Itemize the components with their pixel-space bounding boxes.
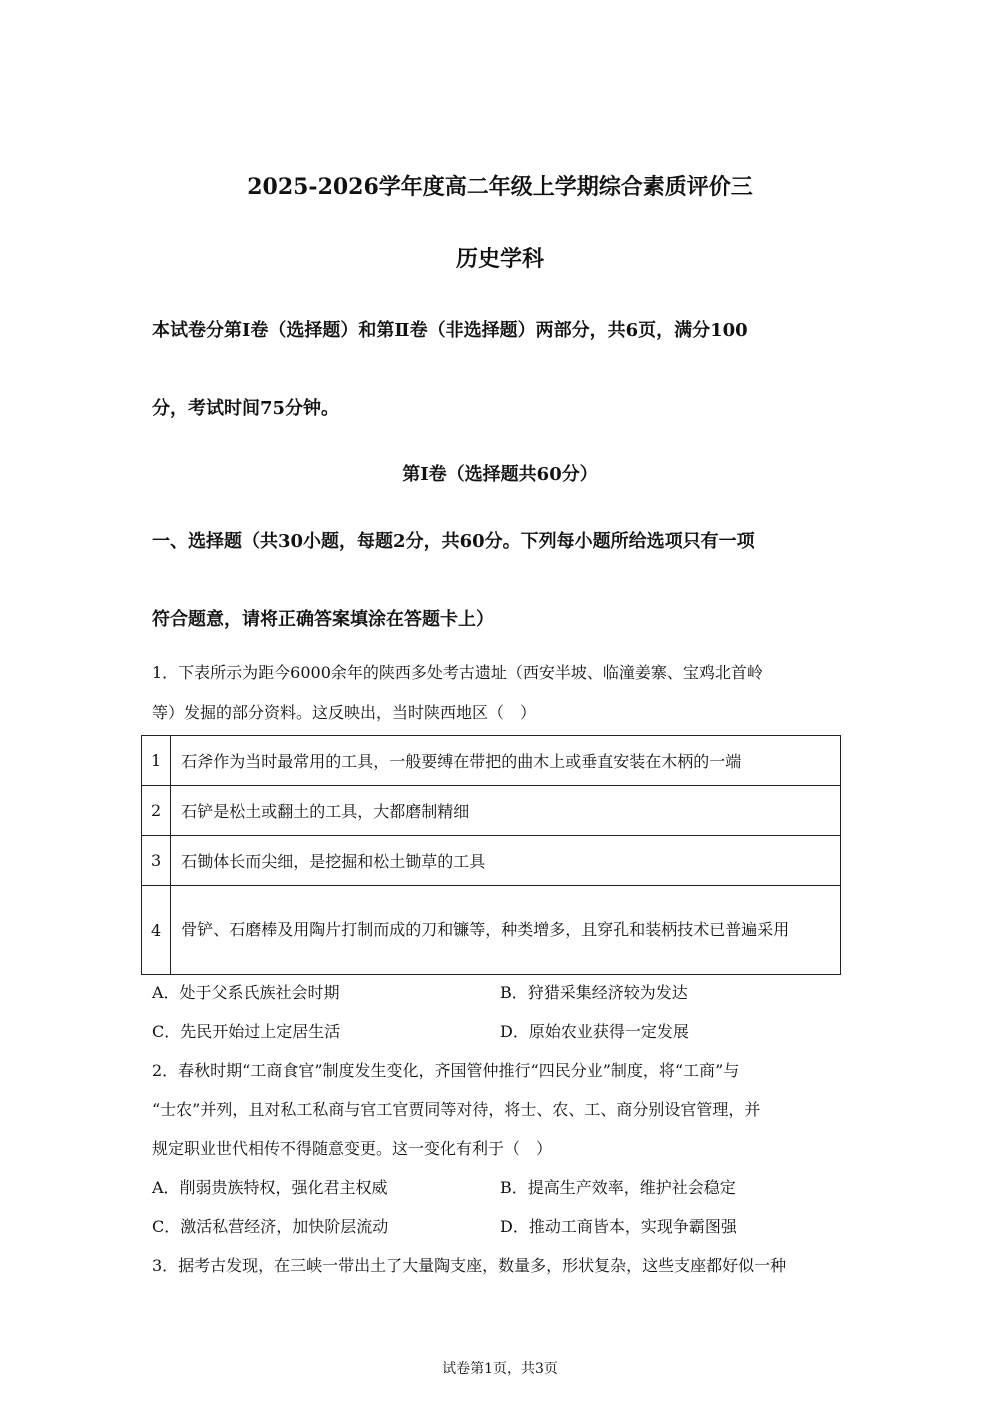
- q2-stem-line-2: “士农”并列，且对私工私商与官工官贾同等对待，将士、农、工、商分别设官管理，并: [152, 1100, 761, 1119]
- instruction-line-1: 一、选择题（共30小题，每题2分，共60分。下列每小题所给选项只有一项: [152, 531, 755, 552]
- row-number: 2: [142, 786, 171, 836]
- q2-option-c: C．激活私营经济，加快阶层流动: [152, 1217, 389, 1236]
- table-row: [142, 786, 841, 836]
- table-row: [142, 836, 841, 886]
- q1-option-b: B．狩猎采集经济较为发达: [500, 983, 688, 1002]
- q3-stem-line-1: 3．据考古发现，在三峡一带出土了大量陶支座，数量多，形状复杂，这些支座都好似一种: [152, 1256, 787, 1275]
- subject-title: 历史学科: [455, 246, 544, 272]
- q1-option-c: C．先民开始过上定居生活: [152, 1022, 341, 1041]
- q2-option-d: D．推动工商皆本，实现争霸图强: [500, 1217, 737, 1236]
- row-number: 4: [142, 886, 171, 975]
- instruction-line-2: 符合题意，请将正确答案填涂在答题卡上）: [152, 609, 494, 630]
- q2-option-b: B．提高生产效率，维护社会稳定: [500, 1178, 736, 1197]
- q1-option-d: D．原始农业获得一定发展: [500, 1022, 689, 1041]
- q2-option-a: A．削弱贵族特权，强化君主权威: [152, 1178, 388, 1197]
- q2-stem-line-1: 2．春秋时期“工商食官”制度发生变化，齐国管仲推行“四民分业”制度，将“工商”与: [152, 1061, 740, 1080]
- page-footer: 试卷第1页，共3页: [442, 1361, 558, 1377]
- table-row: [142, 886, 841, 975]
- row-text: 石锄体长而尖细，是挖掘和松土锄草的工具: [171, 836, 841, 886]
- row-number: 1: [142, 736, 171, 786]
- intro-line-2: 分，考试时间75分钟。: [152, 398, 340, 419]
- q1-table: [141, 735, 841, 975]
- section-heading: 第Ⅰ卷（选择题共60分）: [402, 464, 598, 485]
- q1-option-a: A．处于父系氏族社会时期: [152, 983, 340, 1002]
- q2-stem-line-3: 规定职业世代相传不得随意变更。这一变化有利于（ ）: [152, 1139, 553, 1158]
- q1-stem-line-2: 等）发掘的部分资料。这反映出，当时陕西地区（ ）: [152, 703, 537, 722]
- intro-line-1: 本试卷分第Ⅰ卷（选择题）和第Ⅱ卷（非选择题）两部分，共6页，满分100: [152, 320, 748, 341]
- row-text: 骨铲、石磨棒及用陶片打制而成的刀和镰等，种类增多，且穿孔和装柄技术已普遍采用: [171, 886, 841, 975]
- row-number: 3: [142, 836, 171, 886]
- row-text: 石斧作为当时最常用的工具，一般要缚在带把的曲木上或垂直安装在木柄的一端: [171, 736, 841, 786]
- q1-stem-line-1: 1．下表所示为距今6000余年的陕西多处考古遗址（西安半坡、临潼姜寨、宝鸡北首岭: [152, 663, 763, 682]
- row-text: 石铲是松土或翻土的工具，大都磨制精细: [171, 786, 841, 836]
- exam-title: 2025-2026学年度高二年级上学期综合素质评价三: [247, 174, 753, 200]
- table-row: [142, 736, 841, 786]
